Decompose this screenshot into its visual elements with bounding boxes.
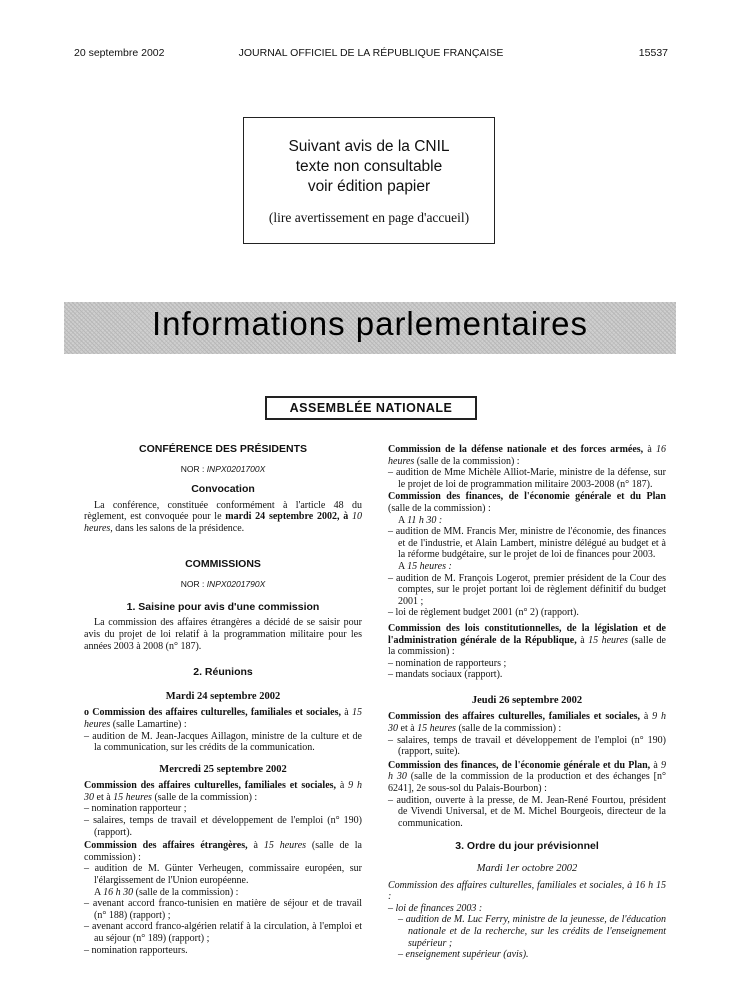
agenda-item: – audition de MM. Francis Mer, ministre de l'économie, des finances et de l'industrie, et Alain Lambert, ministre délégué au budget et à la réforme budgétaire, sur le projet de loi de finances pour 2003. — [388, 526, 666, 561]
meeting-time: 15 heures : — [407, 560, 452, 572]
connector: A — [398, 560, 408, 572]
mercredi-commission-1 — [84, 780, 362, 803]
ordre-title: 3. Ordre du jour prévisionnel — [455, 840, 599, 853]
conference-nor-label: NOR : — [180, 463, 205, 474]
meeting-time: 9 h 30 — [388, 759, 666, 783]
connector: à — [576, 634, 589, 646]
banner-title: Informations parlementaires — [151, 305, 589, 342]
mercredi-commission-2 — [84, 840, 362, 863]
agenda-item: – loi de règlement budget 2001 (n° 2) (rapport). — [388, 607, 579, 619]
meeting-time: 15 heures — [417, 723, 456, 735]
ordre-commission: Commission des affaires culturelles, familiales et sociales, à 16 h 15 : — [388, 879, 666, 903]
convocation-time: 10 heures, — [84, 511, 362, 534]
agenda-item: – loi de finances 2003 : — [388, 902, 483, 914]
agenda-item: – nomination de rapporteurs ; — [388, 657, 507, 669]
agenda-item: – salaires, temps de travail et développement de l'emploi (n° 190) (rapport). — [84, 815, 362, 838]
agenda-item: – enseignement supérieur (avis). — [398, 949, 529, 961]
commissions-nor-label: NOR : — [180, 579, 205, 590]
agenda-item: – audition de M. Jean-Jacques Aillagon, ministre de la culture et de la communication, sur les crédits de la communication. — [84, 730, 362, 754]
cnil-line-1: Suivant avis de la CNIL — [288, 138, 450, 155]
convocation-text-a: La conférence, constituée conformément à l'article 48 du règlement, est convoquée pour le — [84, 499, 362, 523]
conference-title: CONFÉRENCE DES PRÉSIDENTS — [138, 443, 308, 455]
meeting-time: 15 heures — [84, 707, 362, 730]
agenda-item: – audition, ouverte à la presse, de M. Jean-René Fourtou, président de Vivendi Universal, et de M. Michel Bourgeois, directeur de la communication. — [388, 794, 666, 829]
meeting-room: (salle de la commission de la production et des échanges [n° 6241], 2e sous-sol du Palais-Bourbon) : — [388, 771, 666, 795]
agenda-item: – audition de M. François Logerot, premier président de la Cour des comptes, sur le projet portant loi de règlement définitif du budget 2001 ; — [388, 572, 666, 607]
agenda-item: – avenant accord franco-algérien relatif à la circulation, à l'emploi et au séjour (n° 189) (rapport) ; — [84, 921, 362, 944]
commission-name: Commission des affaires culturelles, familiales et sociales, — [388, 711, 641, 723]
commissions-nor — [84, 579, 362, 591]
connector: à — [336, 780, 349, 792]
right-commission-defense — [388, 444, 666, 467]
cnil-line-2: texte non consultable — [295, 158, 443, 175]
header-journal-title: JOURNAL OFFICIEL DE LA RÉPUBLIQUE FRANÇAISE — [238, 47, 504, 59]
connector: à — [640, 711, 653, 723]
convocation-date: mardi 24 septembre 2002, à — [225, 511, 352, 523]
cnil-notice-box — [243, 117, 495, 244]
header-page-number: 15537 — [638, 47, 668, 59]
saisine-title: 1. Saisine pour avis d'une commission — [126, 600, 320, 613]
meeting-time: 9 h 30 — [388, 711, 666, 735]
convocation-text-c: dans les salons de la présidence. — [112, 522, 245, 534]
connector: à — [650, 759, 661, 771]
commission-name: Commission des finances, de l'économie générale et du Plan — [388, 491, 666, 503]
meeting-time: 9 h 30 — [84, 780, 362, 803]
connector: et à — [94, 791, 114, 803]
commissions-title: COMMISSIONS — [185, 557, 261, 570]
connector: A — [398, 514, 408, 526]
saisine-text: La commission des affaires étrangères a décidé de se saisir pour avis du projet de loi relatif à la programmation militaire pour les années 2003 à 2008 (n° 187). — [84, 617, 362, 652]
conference-nor-code: INPX0201700X — [206, 463, 266, 474]
right-commission-lois — [388, 623, 666, 658]
connector: à — [341, 707, 352, 719]
meeting-room: (salle de la commission) : — [414, 455, 520, 467]
convocation-text — [84, 500, 362, 535]
meeting-time: 15 heures — [113, 791, 152, 803]
commission-name: o Commission des affaires culturelles, familiales et sociales, — [84, 707, 341, 719]
agenda-item: – audition de M. Günter Verheugen, commissaire européen, sur l'élargissement de l'Union européenne. — [84, 863, 362, 887]
meeting-time: 16 h 30 — [103, 886, 134, 898]
connector: à — [247, 840, 264, 852]
jeudi-commission-2 — [388, 760, 666, 795]
mercredi-title: Mercredi 25 septembre 2002 — [159, 763, 287, 775]
meeting-room: (salle de la commission) : — [388, 634, 666, 658]
meeting-room: (salle Lamartine) : — [110, 718, 187, 730]
left-column — [84, 444, 362, 956]
right-column — [388, 444, 666, 961]
time-line — [388, 515, 666, 527]
jeudi-commission-1 — [388, 711, 666, 734]
commission-name: Commission des finances, de l'économie générale et du Plan, — [388, 759, 651, 771]
commission-name: Commission des affaires culturelles, familiales et sociales, — [84, 780, 337, 792]
connector: et à — [398, 723, 418, 735]
meeting-room: (salle de la commission) : — [84, 840, 362, 863]
mardi-title: Mardi 24 septembre 2002 — [165, 690, 281, 702]
section-banner — [64, 302, 676, 354]
meeting-room: (salle de la commission) : — [388, 502, 491, 514]
jeudi-title: Jeudi 26 septembre 2002 — [471, 694, 583, 706]
connector: A — [94, 886, 104, 898]
cnil-line-3: voir édition papier — [307, 178, 431, 195]
connector: à — [643, 444, 656, 455]
agenda-item: – mandats sociaux (rapport). — [388, 669, 503, 681]
commissions-nor-code: INPX0201790X — [206, 579, 266, 590]
time-line — [84, 887, 362, 899]
meeting-room: (salle de la commission) : — [151, 791, 258, 803]
header-date: 20 septembre 2002 — [74, 47, 165, 59]
meeting-room: (salle de la commission) : — [455, 723, 562, 735]
agenda-item: – salaires, temps de travail et développement de l'emploi (n° 190) (rapport, suite). — [388, 734, 666, 758]
commission-name: Commission des lois constitutionnelles, de la législation et de l'administration générale de la République, — [388, 622, 666, 646]
agenda-item: – audition de Mme Michèle Alliot-Marie, ministre de la défense, sur le projet de loi de programmation militaire 2003-2008 (n° 187). — [388, 467, 666, 490]
meeting-time: 11 h 30 : — [407, 514, 443, 526]
assembly-title-box: ASSEMBLÉE NATIONALE — [265, 396, 477, 420]
page-header — [74, 47, 668, 61]
mardi-commission-1 — [84, 707, 362, 730]
meeting-time: 15 heures — [263, 840, 307, 852]
meeting-room: (salle de la commission) : — [133, 886, 239, 898]
cnil-note: (lire avertissement en page d'accueil) — [268, 210, 470, 225]
agenda-item: – nomination rapporteurs. — [84, 944, 188, 956]
reunions-title: 2. Réunions — [193, 666, 253, 679]
agenda-item: – avenant accord franco-tunisien en matière de séjour et de travail (n° 188) (rapport) ; — [84, 898, 362, 921]
meeting-time: 16 heures — [388, 444, 666, 467]
right-commission-finances — [388, 491, 666, 514]
conference-nor — [84, 464, 362, 476]
meeting-time: 15 heures — [588, 634, 628, 646]
commission-name: Commission de la défense nationale et des forces armées, — [388, 444, 644, 455]
agenda-item: – audition de M. Luc Ferry, ministre de la jeunesse, de l'éducation nationale et de la recherche, sur les crédits de l'enseignement supérieur ; — [398, 914, 666, 949]
commission-name: Commission des affaires étrangères, — [84, 840, 248, 852]
time-line — [388, 561, 666, 573]
mardi-octobre-title: Mardi 1er octobre 2002 — [476, 863, 578, 874]
agenda-item: – nomination rapporteur ; — [84, 803, 187, 815]
convocation-title: Convocation — [191, 483, 255, 496]
